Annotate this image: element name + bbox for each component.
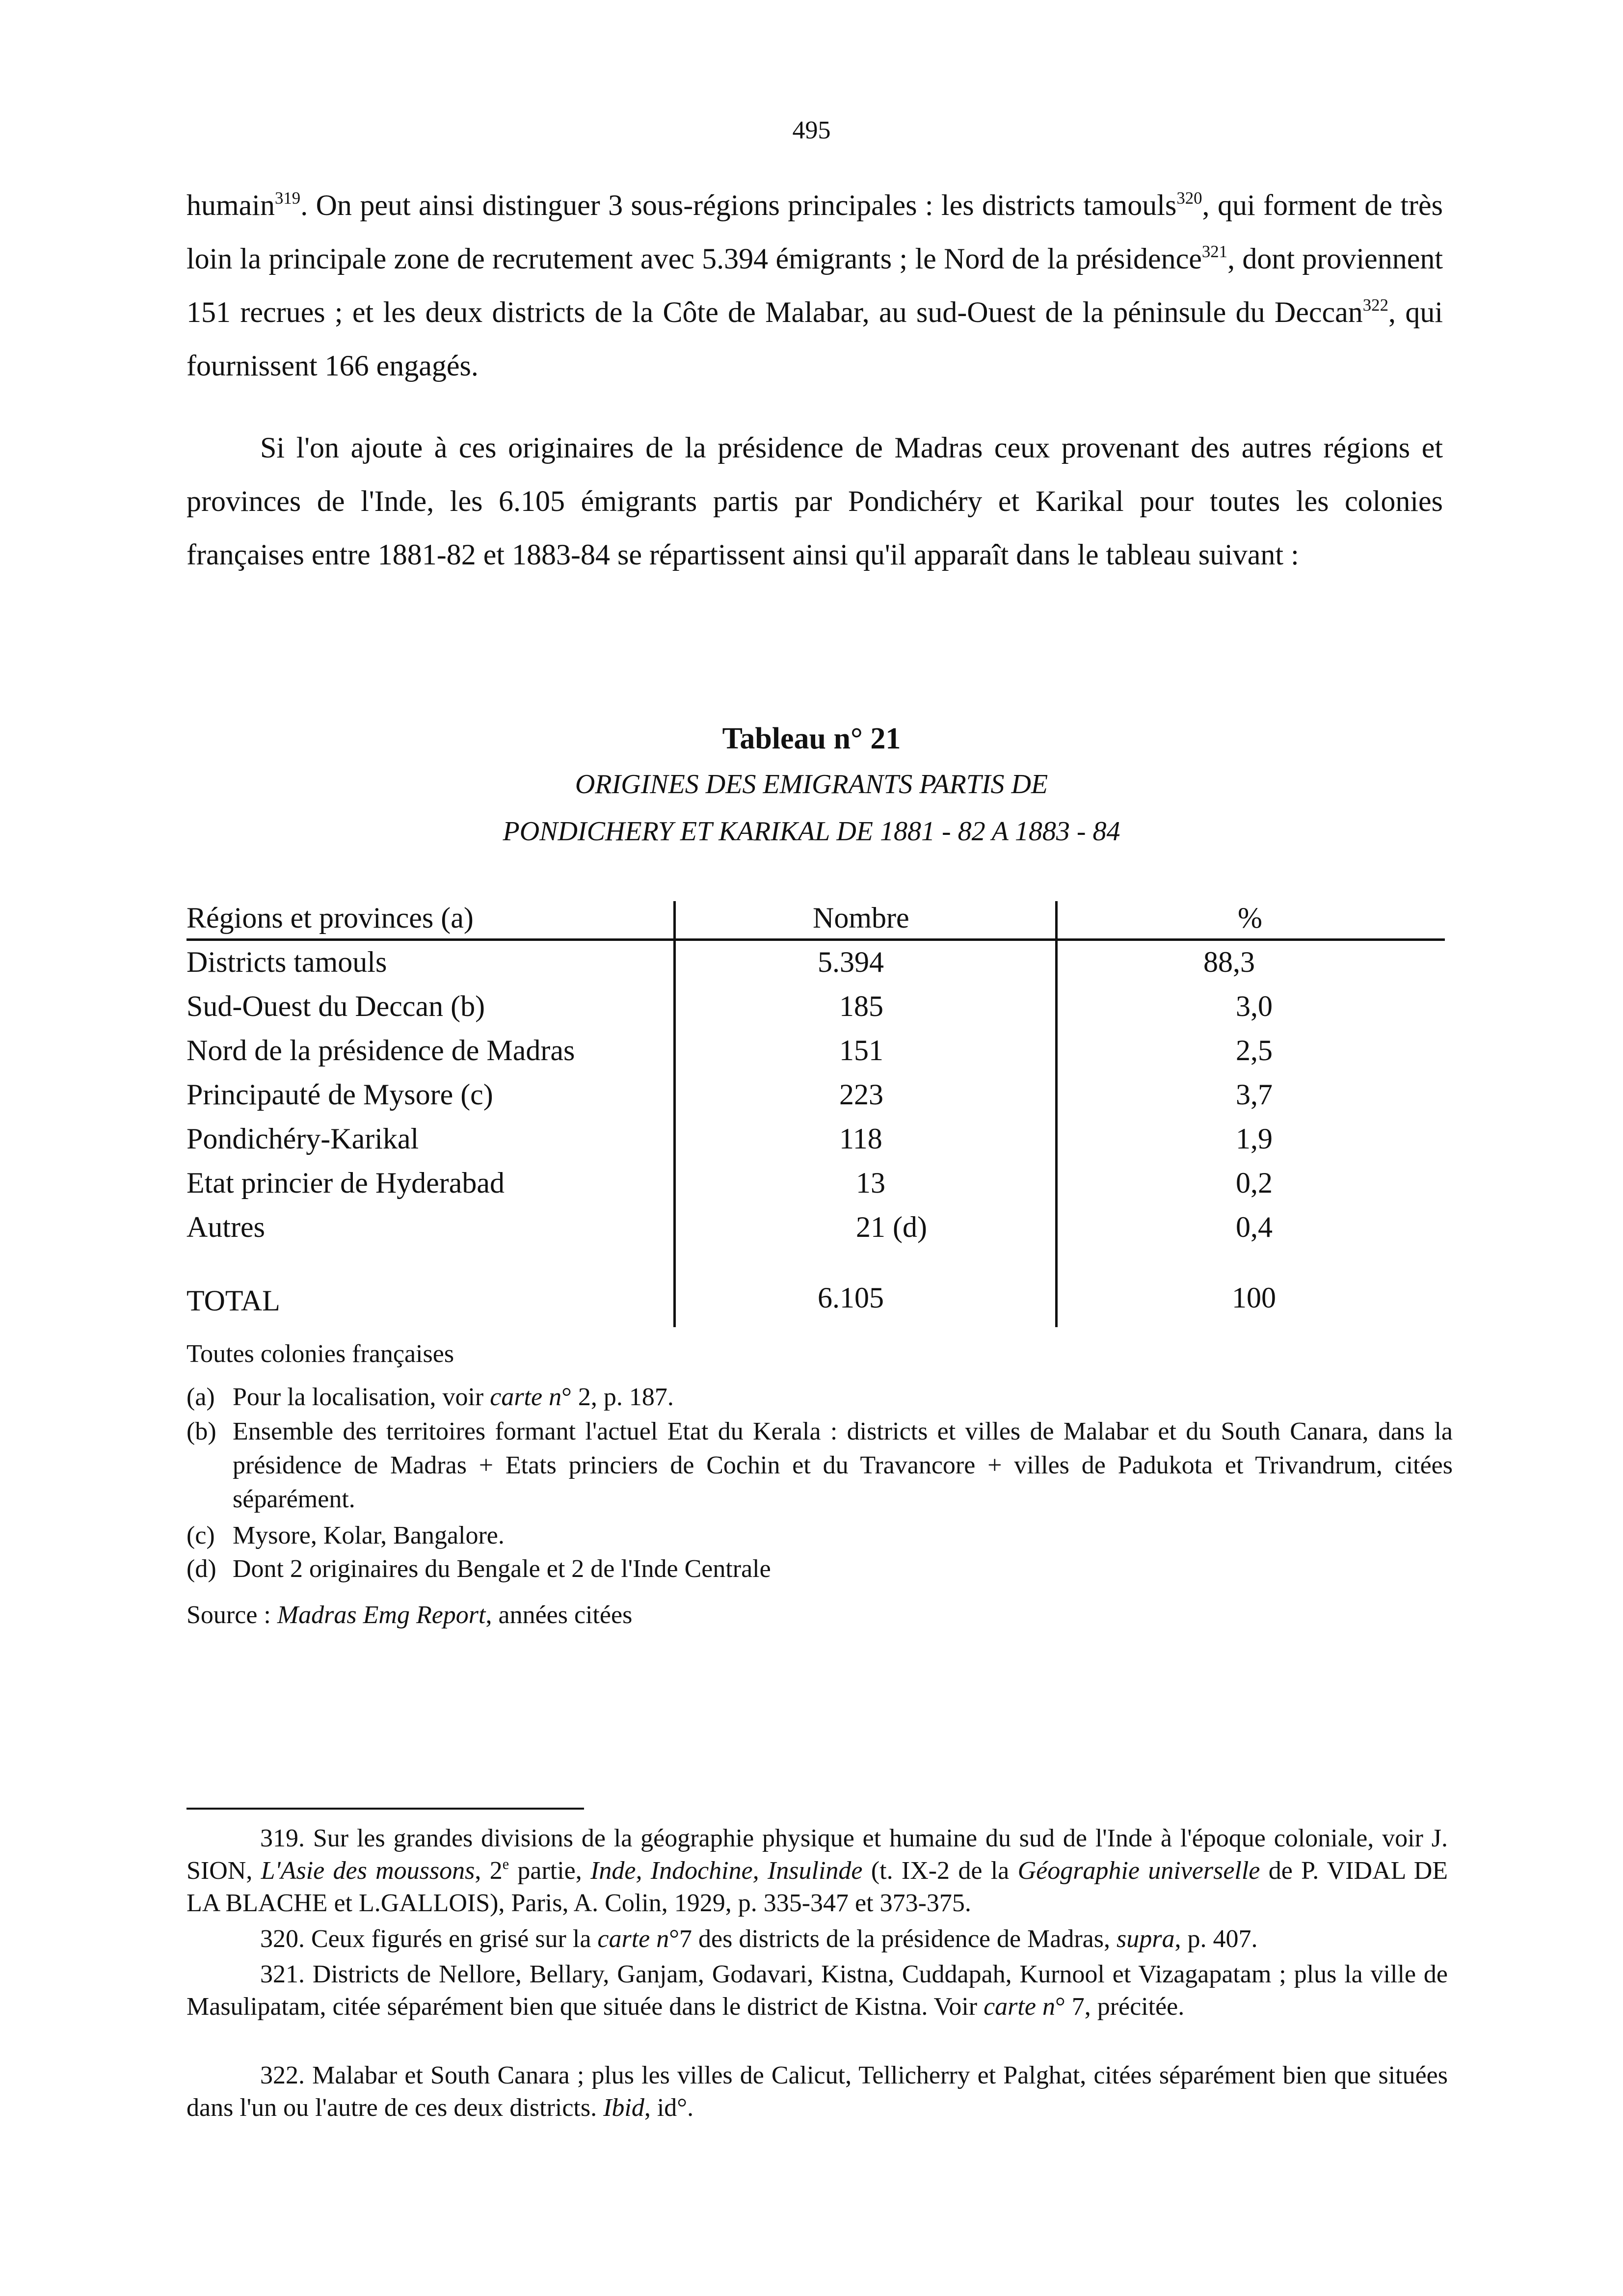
note-label: (c) [186,1522,215,1549]
row-percent: 0,2 [1236,1167,1273,1199]
table-subtitle-line-2: PONDICHERY ET KARIKAL DE 1881 - 82 A 1883 - 84 [503,816,1120,847]
footnote-322: 322. Malabar et South Canara ; plus les villes de Calicut, Tellicherry et Palghat, citées séparément bien que situées dans l'un ou l'autre de ces deux districts. Ibid, id°. [186,2061,1448,2122]
text-run: , dont proviennent 151 recrues ; et les deux districts de la Côte de Malabar, au sud-Ouest de la péninsule du Deccan [186,242,1443,328]
table-note-d [186,1552,1453,1586]
row-percent: 88,3 [1203,946,1255,978]
row-nombre: 223 [839,1078,883,1111]
body-paragraph-2: Si l'on ajoute à ces originaires de la présidence de Madras ceux provenant des autres régions et provinces de l'Inde, les 6.105 émigrants partis par Pondichéry et Karikal pour toutes les colonies françaises entre 1881-82 et 1883-84 se répartissent ainsi qu'il apparaît dans le tableau suivant : [186,431,1443,571]
row-percent: 3,0 [1236,990,1273,1022]
row-region: Principauté de Mysore (c) [186,1078,493,1111]
note-label: (d) [186,1555,216,1583]
footnote-ref-322: 322 [1362,295,1388,315]
table-title: Tableau n° 21 [722,722,901,755]
table-scope-note: Toutes colonies françaises [186,1340,454,1368]
footnote-319: 319. Sur les grandes divisions de la géographie physique et humaine du sud de l'Inde à l'époque coloniale, voir J. SION, L'Asie des moussons, 2e partie, Inde, Indochine, Insulinde (t. IX-2 de la Géographie universelle de P. VIDAL DE LA BLACHE et L.GALLOIS), Paris, A. Colin, 1929, p. 335-347 et 373-375. [186,1824,1448,1917]
table-source: Source : Madras Emg Report, années citées [186,1601,633,1629]
table-note-a [186,1380,1453,1414]
table-note-b [186,1415,1453,1516]
row-percent: 1,9 [1236,1122,1273,1155]
total-nombre: 6.105 [818,1281,884,1314]
page-number: 495 [792,116,831,144]
footnote-321: 321. Districts de Nellore, Bellary, Ganjam, Godavari, Kistna, Cuddapah, Kurnool et Vizagapatam ; plus la ville de Masulipatam, citée séparément bien que située dans le district de Kistna. Voir carte n° 7, précitée. [186,1960,1448,2021]
footnote-ref-321: 321 [1201,242,1228,262]
table-header-rule [186,938,1445,941]
footnote-320: 320. Ceux figurés en grisé sur la carte n°7 des districts de la présidence de Madras, supra, p. 407. [260,1925,1258,1953]
note-label: (b) [186,1417,216,1445]
table-note-c [186,1519,1453,1552]
row-region: Autres [186,1211,265,1243]
table-subtitle-line-1: ORIGINES DES EMIGRANTS PARTIS DE [575,769,1048,800]
row-region: Sud-Ouest du Deccan (b) [186,990,485,1022]
table-column-divider [1055,901,1058,1327]
note-text: Dont 2 originaires du Bengale et 2 de l'Inde Centrale [233,1555,771,1583]
footnote-ref-319: 319 [274,188,301,208]
footnote-separator [186,1808,584,1810]
footnote-ref-320: 320 [1176,188,1202,208]
header-nombre: Nombre [813,902,909,934]
row-percent: 0,4 [1236,1211,1273,1243]
note-text: Ensemble des territoires formant l'actuel Etat du Kerala : districts et villes de Malabar et du South Canara, dans la présidence de Madras + Etats princiers de Cochin et du Travancore + villes de Padukota et Trivandrum, citées séparément. [233,1417,1453,1513]
text-run: humain [186,189,275,221]
row-nombre: 21 (d) [856,1211,927,1243]
row-percent: 3,7 [1236,1078,1273,1111]
header-regions: Régions et provinces (a) [186,902,474,934]
row-percent: 2,5 [1236,1034,1273,1067]
row-nombre: 13 [856,1167,885,1199]
row-nombre: 151 [839,1034,883,1067]
note-label: (a) [186,1383,215,1411]
text-run: , qui fournissent 166 engagés. [186,296,1443,382]
text-run: , qui forment de très loin la principale zone de recrutement avec 5.394 émigrants ; le Nord de la présidence [186,189,1443,275]
total-percent: 100 [1232,1281,1276,1314]
text-run: . On peut ainsi distinguer 3 sous-régions principales : les districts tamouls [300,189,1177,221]
total-label: TOTAL [186,1284,280,1317]
row-region: Pondichéry-Karikal [186,1122,419,1155]
note-text: Pour la localisation, voir carte n° 2, p. 187. [233,1383,674,1411]
row-nombre: 185 [839,990,883,1022]
note-text: Mysore, Kolar, Bangalore. [233,1522,505,1549]
header-percent: % [1238,902,1262,934]
row-region: Districts tamouls [186,946,387,978]
row-nombre: 118 [839,1122,882,1155]
row-region: Etat princier de Hyderabad [186,1167,505,1199]
table-column-divider [673,901,676,1327]
body-paragraph-1 [186,179,1443,393]
row-nombre: 5.394 [818,946,884,978]
row-region: Nord de la présidence de Madras [186,1034,575,1067]
